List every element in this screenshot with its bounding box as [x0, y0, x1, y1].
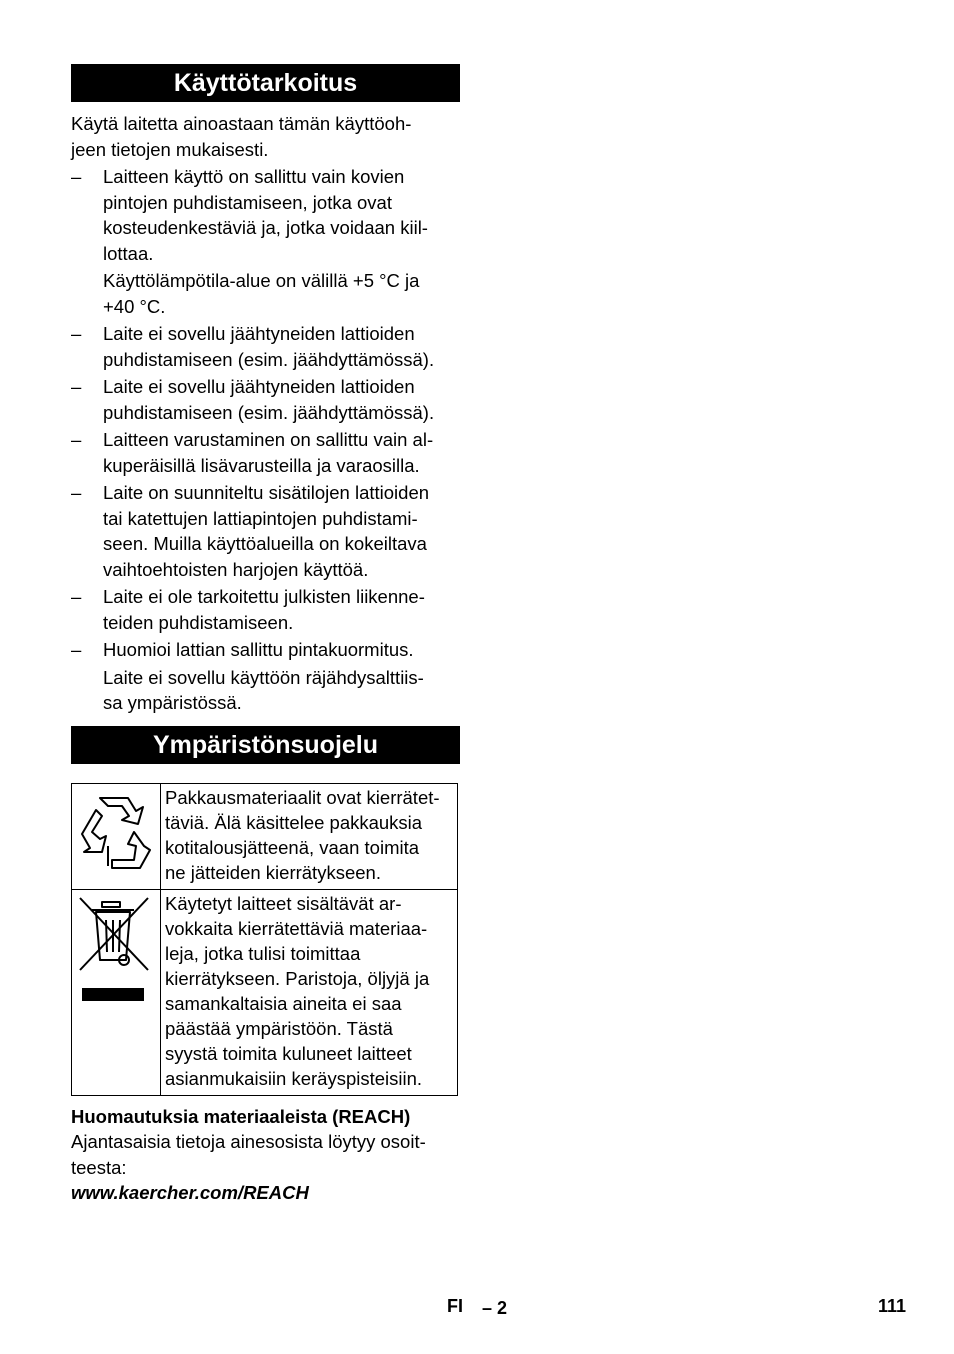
dash-bullet: –: [71, 376, 82, 397]
environment-table: [71, 783, 458, 1096]
page-number: 111: [878, 1296, 907, 1316]
list-item: – Laite ei sovellu jäähtyneiden lattioiden puhdistamiseen (esim. jäähdyttämössä).: [71, 323, 435, 370]
table-row: [72, 889, 458, 1095]
list-item-continuation: Laite ei sovellu käyttöön räjähdysalttiis- sa ympäristössä.: [103, 666, 424, 713]
section-heading-intended-use: Käyttötarkoitus: [71, 64, 460, 102]
reach-link[interactable]: www.kaercher.com/REACH: [71, 1182, 309, 1203]
list-item: – Laite ei ole tarkoitettu julkisten liikenne- teiden puhdistamiseen.: [71, 586, 425, 633]
list-item: – Laite on suunniteltu sisätilojen lattioiden tai katettujen lattiapintojen puhdistami- seen. Muilla käyttöalueilla on kokeiltava vaihtoehtoisten harjojen käyttöä.: [71, 482, 430, 580]
content-column: [71, 64, 460, 1206]
reach-heading: Huomautuksia materiaaleista (REACH): [71, 1105, 411, 1127]
dash-bullet: –: [71, 166, 82, 187]
list-item: – Laitteen varustaminen on sallittu vain al- kuperäisillä lisävarusteilla ja varaosilla.: [71, 429, 434, 476]
table-row: [72, 783, 458, 889]
packaging-note: Pakkausmateriaalit ovat kierrätet- täviä. Älä käsittelee pakkauksia kotitalousjätteenä, vaan toimita ne jätteiden kierrätykseen.: [161, 783, 458, 889]
dash-bullet: –: [71, 429, 82, 450]
list-item-continuation: Käyttölämpötila-alue on välillä +5 °C ja +40 °C.: [103, 270, 420, 317]
crossed-bin-icon: [72, 890, 160, 1010]
footer-language: FI: [447, 1296, 463, 1316]
dash-bullet: –: [71, 639, 82, 660]
list-item: – Laitteen käyttö on sallittu vain kovien pintojen puhdistamiseen, jotka ovat kosteudenkestäviä ja, jotka voidaan kiil- lottaa.: [71, 166, 428, 264]
dash-bullet: –: [71, 586, 82, 607]
dash-bullet: –: [71, 323, 82, 344]
list-item: – Laite ei sovellu jäähtyneiden lattioiden puhdistamiseen (esim. jäähdyttämössä).: [71, 376, 435, 423]
used-devices-note: Käytetyt laitteet sisältävät ar- vokkaita kierrätettäviä materiaa- leja, jotka tulisi toimittaa kierrätykseen. Paristoja, öljyjä ja samankaltaisia aineita ei saa päästää ympäristöön. Tästä syystä toimita kuluneet laitteet asianmukaisiin keräyspisteisiin.: [161, 889, 458, 1095]
recycle-icon: [72, 784, 160, 884]
section-heading-environment: Ympäristönsuojelu: [71, 726, 460, 764]
footer-section-page: – 2: [482, 1298, 508, 1318]
dash-bullet: –: [71, 482, 82, 503]
reach-text: Ajantasaisia tietoja ainesosista löytyy osoit- teesta:: [71, 1131, 426, 1178]
intro-paragraph: Käytä laitetta ainoastaan tämän käyttöoh- jeen tietojen mukaisesti.: [71, 113, 412, 160]
list-item: – Huomioi lattian sallittu pintakuormitus.: [71, 637, 460, 663]
